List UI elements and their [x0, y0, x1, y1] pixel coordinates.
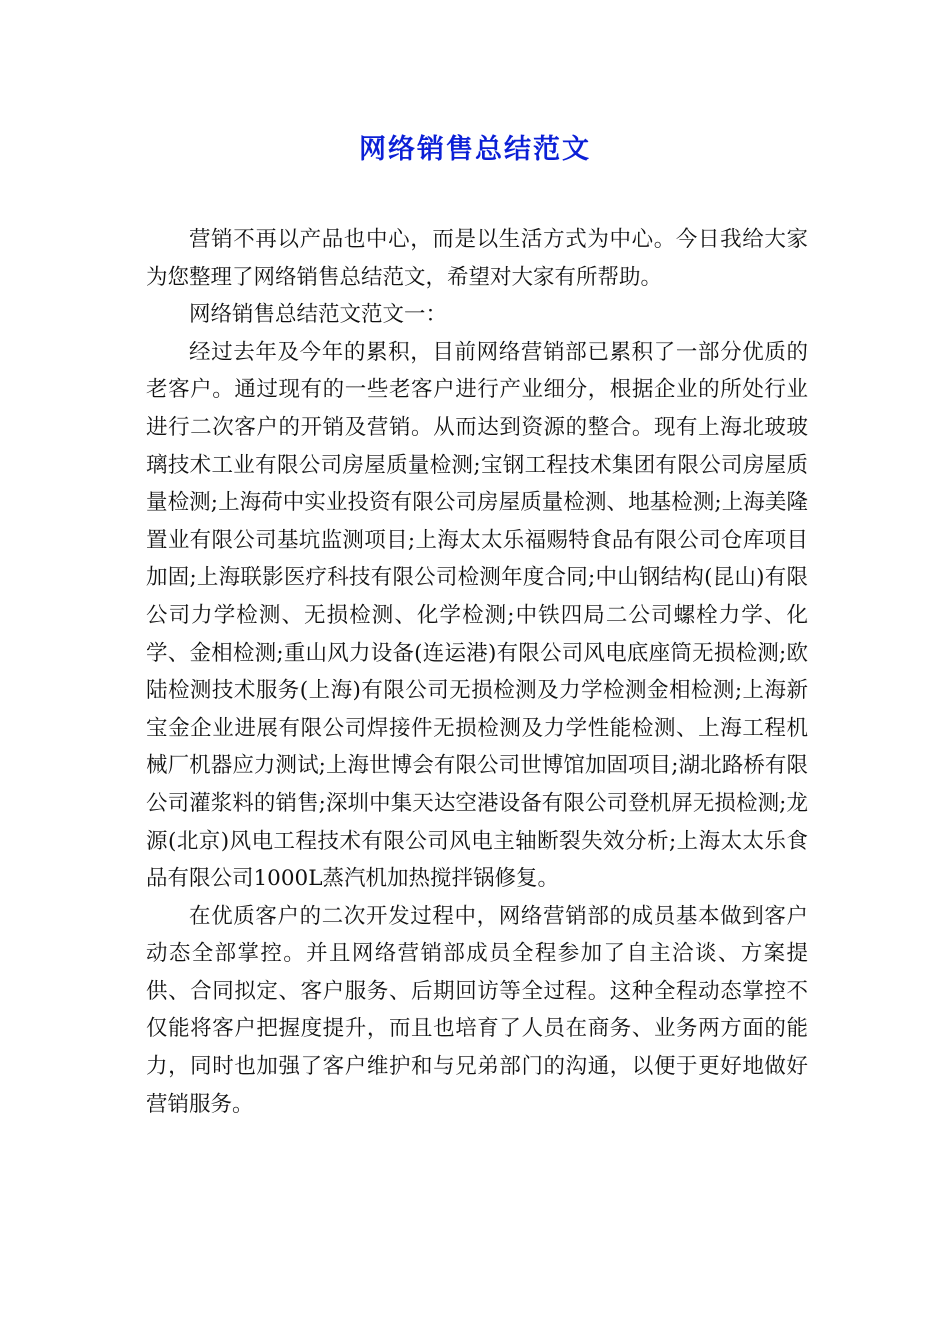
document-body [146, 221, 808, 1123]
document-title: 网络销售总结范文 [359, 134, 591, 165]
paragraph-intro: 营销不再以产品也中心，而是以生活方式为中心。今日我给大家为您整理了网络销售总结范文，希望对大家有所帮助。 [146, 227, 808, 290]
paragraph-section-heading: 网络销售总结范文范文一： [189, 302, 448, 328]
paragraph-development: 在优质客户的二次开发过程中，网络营销部的成员基本做到客户动态全部掌控。并且网络营销部成员全程参加了自主洽谈、方案提供、合同拟定、客户服务、后期回访等全过程。这种全程动态掌控不仅能将客户把握度提升，而且也培育了人员在商务、业务两方面的能力，同时也加强了客户维护和与兄弟部门的沟通，以便于更好地做好营销服务。 [146, 903, 808, 1117]
paragraph-clients: 经过去年及今年的累积，目前网络营销部已累积了一部分优质的老客户。通过现有的一些老客户进行产业细分，根据企业的所处行业进行二次客户的开销及营销。从而达到资源的整合。现有上海北玻玻璃技术工业有限公司房屋质量检测;宝钢工程技术集团有限公司房屋质量检测;上海荷中实业投资有限公司房屋质量检测、地基检测;上海美隆置业有限公司基坑监测项目;上海太太乐福赐特食品有限公司仓库项目加固;上海联影医疗科技有限公司检测年度合同;中山钢结构(昆山)有限公司力学检测、无损检测、化学检测;中铁四局二公司螺栓力学、化学、金相检测;重山风力设备(连运港)有限公司风电底座筒无损检测;欧陆检测技术服务(上海)有限公司无损检测及力学检测金相检测;上海新宝金企业进展有限公司焊接件无损检测及力学性能检测、上海工程机械厂机器应力测试;上海世博会有限公司世博馆加固项目;湖北路桥有限公司灌浆料的销售;深圳中集天达空港设备有限公司登机屏无损检测;龙源(北京)风电工程技术有限公司风电主轴断裂失效分析;上海太太乐食品有限公司1000L蒸汽机加热搅拌锅修复。 [146, 339, 808, 892]
